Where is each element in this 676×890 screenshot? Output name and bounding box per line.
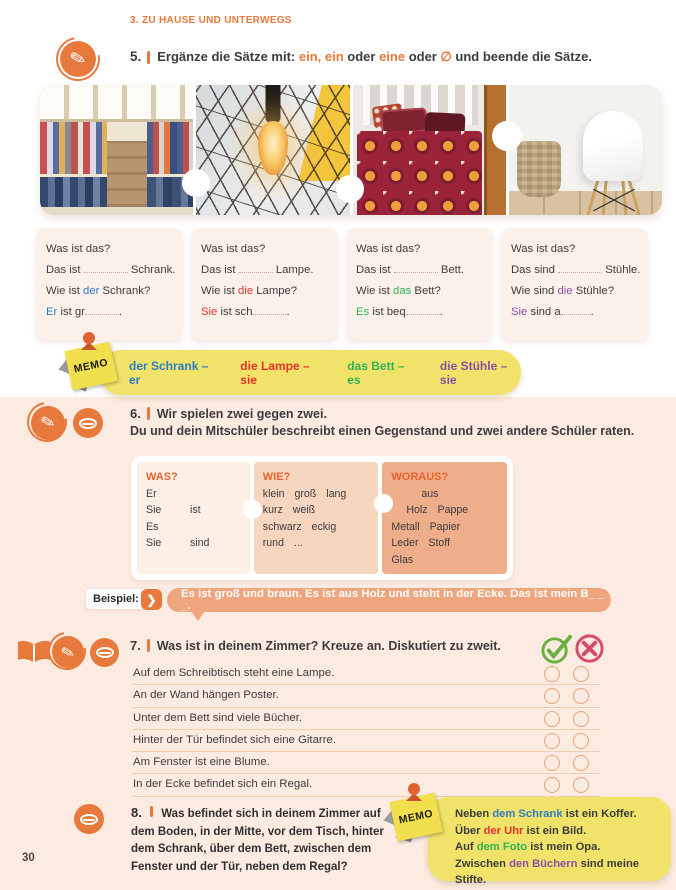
mouth-icon [90,638,119,667]
puzzle-knob [492,121,522,151]
card-answer: Er ist gr . [46,306,123,318]
puzzle-row: Metall Papier [391,520,461,533]
no-checkbox[interactable] [573,733,589,749]
chevron-right-icon[interactable]: ❯ [141,589,162,610]
checklist-row: Am Fenster ist eine Blume. [133,752,600,774]
fill-blank[interactable] [558,262,602,273]
exercise5-number: 5. [130,49,142,64]
card-answer: Sie sind a . [511,306,594,318]
check-icon [540,632,573,665]
puzzle-row: Sie ist [146,504,201,516]
no-checkbox[interactable] [573,777,589,793]
exercise5-instruction: Ergänze die Sätze mit: ein, ein oder eine oder ∅ und beende die Sätze. [157,49,592,64]
lamp-photo [196,85,349,215]
page-number: 30 [22,852,35,864]
memo-sticky-note-icon [381,785,445,847]
mouth-icon [73,408,103,438]
fill-blank[interactable] [84,262,128,273]
exercise8-title [131,804,387,876]
card-sentence: Das ist Schrank. [46,264,176,276]
column-header: WIE? [262,471,291,483]
title-divider [147,407,150,420]
card-sentence: Das sind Stühle. [511,264,641,276]
memo-line: Auf dem Foto ist mein Opa. [455,841,601,853]
mouth-icon [74,804,104,834]
memo-box-articles [99,350,521,395]
exercise5-cards [36,228,648,340]
memo-line: Über der Uhr ist ein Bild. [455,824,587,837]
beispiel-label: Beispiel: [86,589,146,609]
writing-icon: ✎ [52,636,84,668]
exercise6-instruction: Wir spielen zwei gegen zwei. [156,407,327,421]
yes-checkbox[interactable] [544,733,560,749]
card-bett [346,228,493,340]
puzzle-knob [374,494,393,513]
memo-sticky-note-icon [56,334,120,396]
fill-blank[interactable] [394,262,438,273]
puzzle-row: aus [421,487,439,500]
fill-blank[interactable] [239,262,273,273]
exercise7-checklist [133,663,600,797]
puzzle-row: Leder Stoff [391,537,451,549]
title-divider [147,639,150,652]
bed-photo [353,85,506,215]
exercise8-instruction: Was befindet sich in deinem Zimmer auf dem Boden, in der Mitte, vor dem Tisch, hinter dem Schrank, über dem Bett, zwischen dem Fenster und der Tür, neben dem Regal? [131,808,384,873]
puzzle-row: klein groß lang [262,487,347,500]
memo-line: Zwischen den Büchern sind meine Stifte. [455,857,640,886]
yes-checkbox[interactable] [544,777,560,793]
fill-blank[interactable] [85,304,119,315]
description-puzzle-table [131,456,513,580]
fill-blank[interactable] [406,304,440,315]
exercise8-number: 8. [131,805,142,820]
fill-blank[interactable] [252,304,286,315]
puzzle-knob [336,175,364,203]
exercise6-subtitle: Du und dein Mitschüler beschreibt einen Gegenstand und zwei andere Schüler raten. [130,424,635,438]
exercise7-title [130,638,501,653]
memo-item: die Stühle – sie [439,358,508,387]
yes-checkbox[interactable] [544,666,560,682]
memo-label: MEMO [64,342,117,391]
checklist-row: Hinter der Tür befindet sich eine Gitarre. [133,730,600,752]
card-lampe [191,228,338,340]
card-stuehle [501,228,648,340]
memo-item: die Lampe – sie [240,358,310,387]
yes-checkbox[interactable] [544,688,560,704]
puzzle-knob [182,169,210,197]
chair-photo [509,85,662,215]
puzzle-column-woraus [382,462,507,574]
writing-icon: ✎ [31,406,65,440]
memo-line: Neben dem Schrank ist ein Koffer. [455,808,637,820]
card-schrank [36,228,183,340]
card-question: Was ist das? [356,243,421,255]
title-divider [147,51,150,64]
column-header: WAS? [146,471,178,483]
puzzle-column-wie [254,462,379,574]
puzzle-row: schwarz eckig [262,520,337,533]
cross-icon [573,632,606,665]
memo-item: der Schrank – er [129,358,209,387]
card-answer: Sie ist sch . [201,306,290,318]
puzzle-row: kurz weiß [262,504,316,516]
checklist-row: In der Ecke befindet sich ein Regal. [133,774,600,796]
photo-strip [40,85,662,215]
checklist-row: Auf dem Schreibtisch steht eine Lampe. [133,663,600,685]
card-question2: Wie ist die Lampe? [201,285,298,297]
exercise7-number: 7. [130,638,141,653]
puzzle-row: Er [146,487,157,500]
fill-blank[interactable] [561,304,591,315]
memo-box-prepositions [428,797,671,886]
memo-item: das Bett – es [347,358,405,387]
exercise5-title [130,49,592,65]
title-divider [150,806,153,817]
puzzle-row: rund ... [262,537,303,549]
wardrobe-photo [40,85,193,215]
card-answer: Es ist beq . [356,306,443,318]
yes-checkbox[interactable] [544,755,560,771]
card-question2: Wie ist das Bett? [356,285,441,297]
writing-icon: ✎ [60,41,96,77]
memo-label: MEMO [389,793,442,842]
no-checkbox[interactable] [573,688,589,704]
exercise6-number: 6. [130,406,141,421]
checklist-row: An der Wand hängen Poster. [133,685,600,707]
card-question: Was ist das? [201,243,266,255]
exercise6-title [130,406,327,421]
column-header: WORAUS? [391,471,449,483]
swoosh-decoration [47,28,108,89]
card-question: Was ist das? [46,243,111,255]
card-sentence: Das ist Bett. [356,264,465,276]
puzzle-row: Sie sind [146,537,210,549]
no-checkbox[interactable] [573,755,589,771]
chapter-header: 3. ZU HAUSE UND UNTERWEGS [130,15,292,26]
puzzle-column-was [137,462,250,574]
puzzle-row: Glas [391,553,414,566]
card-question2: Wie ist der Schrank? [46,285,151,297]
beispiel-speech-bubble: Es ist groß und braun. Es ist aus Holz und steht in der Ecke. Das ist mein B_ _ _. [167,588,611,612]
card-question2: Wie sind die Stühle? [511,285,615,297]
card-question: Was ist das? [511,243,576,255]
answer-key-icons [540,632,606,665]
puzzle-row: Holz Pappe [406,504,469,516]
no-checkbox[interactable] [573,666,589,682]
card-sentence: Das ist Lampe. [201,264,314,276]
yes-checkbox[interactable] [544,711,560,727]
exercise7-instruction: Was ist in deinem Zimmer? Kreuze an. Diskutiert zu zweit. [156,639,501,653]
checklist-row: Unter dem Bett sind viele Bücher. [133,708,600,730]
puzzle-row: Es [146,520,159,533]
puzzle-knob [243,500,262,519]
no-checkbox[interactable] [573,711,589,727]
